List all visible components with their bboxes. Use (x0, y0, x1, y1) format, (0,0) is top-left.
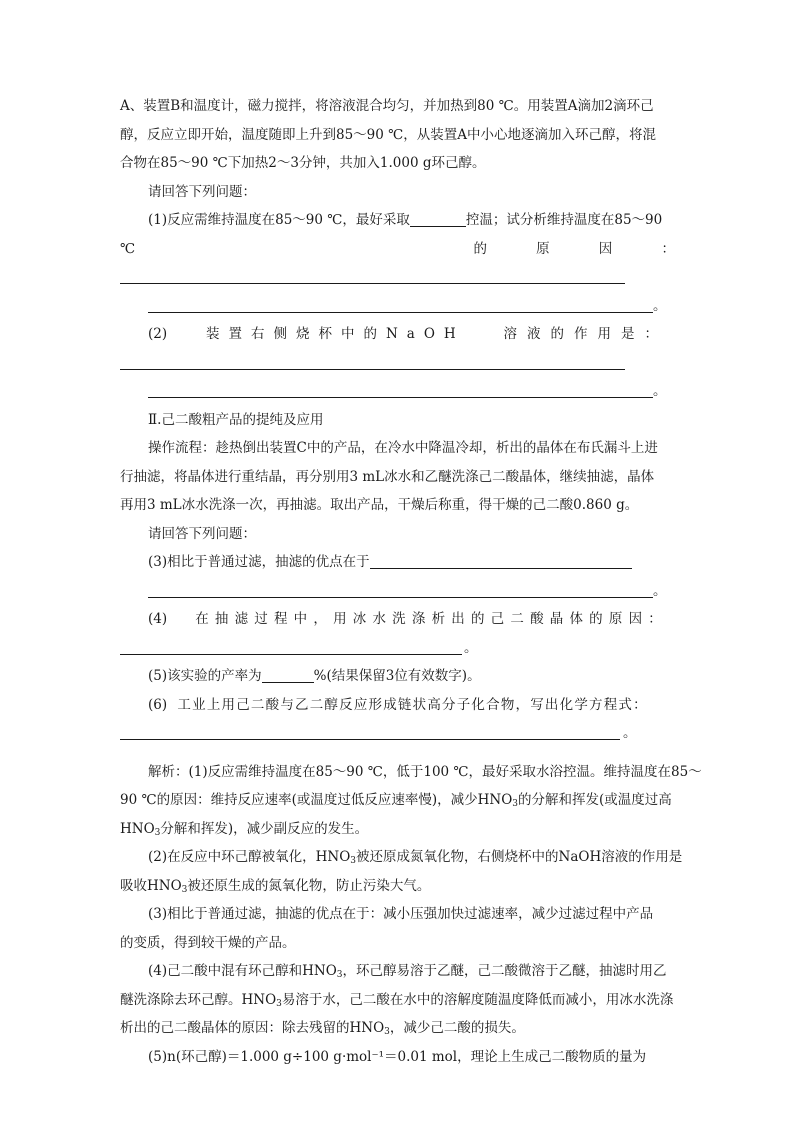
question-1-text-a: (1)反应需维持温度在85～90 ℃，最好采取 (148, 212, 410, 228)
analysis-text: (2)在反应中环己醇被氧化，HNO (148, 849, 351, 865)
analysis-text: 吸收HNO (120, 877, 182, 894)
question-5-text-a: (5)该实验的产率为 (148, 668, 262, 684)
question-6 (120, 691, 675, 720)
question-1 (120, 206, 675, 235)
section-heading: Ⅱ.己二酸粗产品的提纯及应用 (148, 411, 324, 428)
analysis-line (120, 815, 675, 844)
question-4 (120, 605, 675, 634)
analysis-line (120, 843, 683, 872)
question-3-text: (3)相比于普通过滤，抽滤的优点在于 (148, 554, 370, 570)
spaced-char: 原 (536, 240, 550, 257)
answer-rule (120, 654, 462, 655)
question-4-text: 在抽滤过程中，用冰水洗涤析出的己二酸晶体的原因： (195, 611, 668, 627)
question-3 (120, 548, 675, 577)
analysis-text: 易溶于水，己二酸在水中的溶解度随温度降低而减小，用冰水洗涤 (281, 991, 674, 1008)
analysis-line (120, 1014, 675, 1043)
analysis-text: 的分解和挥发(或温度过高 (518, 792, 672, 808)
answer-line[interactable] (120, 349, 675, 378)
spaced-char: 因 (598, 240, 613, 257)
answer-line[interactable] (120, 263, 675, 292)
answer-rule (148, 597, 653, 598)
question-4-number: (4) (148, 611, 168, 627)
analysis-line (120, 872, 675, 901)
answer-rule (120, 369, 625, 370)
subscript: 3 (350, 856, 357, 866)
answer-line[interactable] (120, 577, 675, 606)
analysis-text: 90 ℃的原因：维持反应速率(或温度过低反应速率慢)，减少HNO (120, 792, 513, 808)
analysis-text: HNO (120, 820, 155, 837)
analysis-line (120, 786, 675, 815)
document-page (120, 92, 702, 1071)
period-mark: 。 (464, 639, 478, 656)
analysis-text: (4)己二酸中混有环己醇和HNO (148, 963, 337, 979)
answer-rule (148, 397, 653, 398)
question-2-text-b: 溶液的作用是： (503, 326, 668, 342)
answer-line[interactable] (120, 719, 675, 748)
text-line: 合物在85～90 ℃下加热2～3分钟，共加入1.000 g环己醇。 (120, 155, 486, 171)
question-1-justified-line (120, 235, 675, 264)
question-2 (120, 320, 675, 349)
procedure-line: 行抽滤，将晶体进行重结晶，再分别用3 mL冰水和乙醚洗涤己二酸晶体，继续抽滤，晶体 (120, 468, 655, 485)
question-5 (120, 662, 675, 691)
period-mark: 。 (653, 582, 667, 599)
answer-rule (148, 312, 653, 313)
period-mark: 。 (623, 725, 637, 741)
analysis-line: (3)相比于普通过滤，抽滤的优点在于：减小压强加快过滤速率，减少过滤过程中产品 (148, 906, 654, 922)
period-mark: 。 (653, 383, 667, 399)
answer-rule (120, 739, 620, 740)
question-6-number: (6) (148, 696, 168, 713)
analysis-text: ，环己醇易溶于乙醚，己二酸微溶于乙醚，抽滤时用乙 (342, 963, 667, 979)
analysis-line: 解析：(1)反应需维持温度在85～90 ℃，低于100 ℃，最好采取水浴控温。维持温度在85～ (148, 763, 702, 780)
answer-blank[interactable] (370, 550, 632, 569)
question-1-text-b: 控温；试分析维持温度在85～90 (465, 212, 663, 228)
subscript: 3 (336, 970, 343, 980)
prompt-line: 请回答下列问题： (148, 525, 256, 542)
subscript: 3 (181, 884, 188, 895)
period-mark: 。 (653, 297, 667, 314)
analysis-line (120, 986, 675, 1015)
procedure-line: 操作流程：趁热倒出装置C中的产品，在冷水中降温冷却，析出的晶体在布氏漏斗上进 (148, 440, 658, 456)
analysis-line: 的变质，得到较干燥的产品。 (120, 934, 296, 951)
subscript: 3 (154, 827, 161, 838)
analysis-text: ，减少己二酸的损失。 (389, 1020, 525, 1036)
analysis-text: 被还原生成的氮氧化物，防止污染大气。 (187, 877, 431, 894)
celsius-mark: ℃ (120, 240, 136, 257)
spaced-char: 的 (473, 240, 487, 257)
question-5-text-b: %(结果保留3位有效数字)。 (313, 668, 481, 684)
question-6-text: 工业上用己二酸与乙二醇反应形成链状高分子化合物，写出化学方程式： (177, 696, 648, 713)
answer-rule (120, 283, 625, 284)
text-line: 醇，反应立即开始，温度随即上升到85～90 ℃，从装置A中小心地逐滴加入环己醇，将混 (120, 126, 656, 143)
answer-line[interactable] (120, 292, 675, 321)
analysis-text: 醚洗涤除去环己醇。HNO (120, 991, 277, 1008)
prompt-line: 请回答下列问题： (148, 183, 256, 200)
question-2-text-a: 装置右侧烧杯中的NaOH (205, 326, 465, 342)
answer-blank[interactable] (262, 664, 314, 683)
analysis-line: (5)n(环己醇)＝1.000 g÷100 g·mol⁻¹＝0.01 mol，理论上生成己二酸物质的量为 (148, 1048, 647, 1065)
answer-line[interactable] (120, 634, 675, 663)
text-line: A、装置B和温度计，磁力搅拌，将溶液混合均匀，并加热到80 ℃。用装置A滴加2滴环己 (120, 98, 654, 114)
analysis-text: 被还原成氮氧化物，右侧烧杯中的NaOH溶液的作用是 (356, 849, 683, 865)
spaced-char: ： (661, 240, 675, 257)
analysis-text: 分解和挥发)，减少副反应的发生。 (160, 820, 369, 837)
question-2-number: (2) (148, 326, 168, 342)
subscript: 3 (512, 799, 518, 809)
answer-blank[interactable] (410, 208, 466, 227)
answer-line[interactable] (120, 377, 675, 406)
analysis-text: 析出的己二酸晶体的原因：除去残留的HNO (120, 1020, 385, 1036)
subscript: 3 (384, 1027, 390, 1037)
subscript: 3 (276, 998, 282, 1009)
analysis-line (120, 957, 675, 986)
procedure-line: 再用3 mL冰水洗涤一次，再抽滤。取出产品，干燥后称重，得干燥的己二酸0.860 g。 (120, 497, 639, 513)
